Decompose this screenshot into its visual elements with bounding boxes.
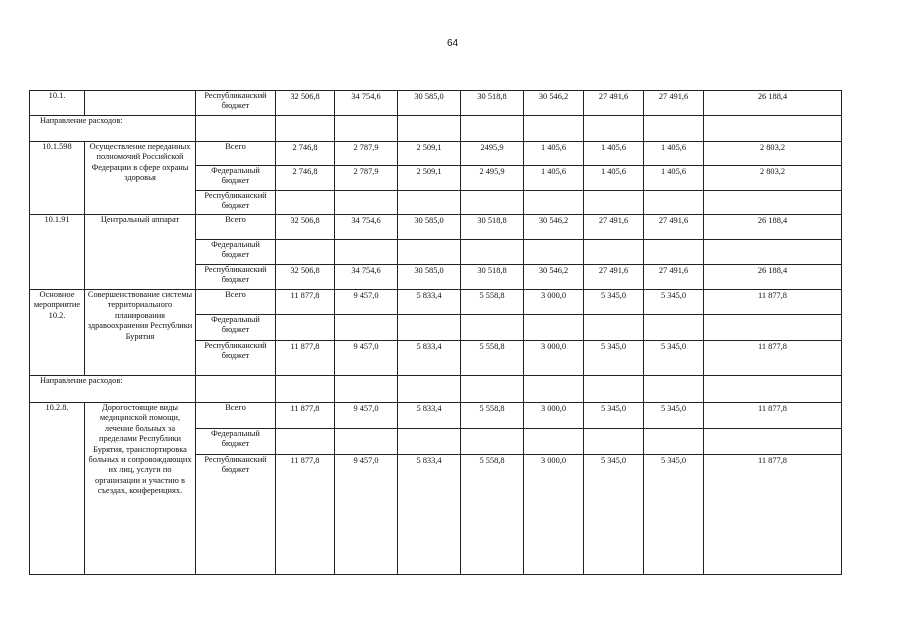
value-cell: 26 188,4 [704,91,842,116]
row-code: 10.1. [30,91,85,116]
value-cell: 5 558,8 [461,403,524,429]
budget-source: Республиканский бюджет [196,455,276,575]
row-name: Осуществление переданных полномочий Российской Федерации в сфере охраны здоровья [85,142,196,215]
value-cell: 5 833,4 [398,341,461,376]
section-label: Направление расходов: [30,376,196,403]
value-cell: 5 833,4 [398,290,461,315]
value-cell: 11 877,8 [276,455,335,575]
row-code: Основное мероприятие 10.2. [30,290,85,376]
row-name [85,91,196,116]
value-cell: 2 509,1 [398,166,461,191]
value-cell: 1 405,6 [524,166,584,191]
value-cell: 30 585,0 [398,215,461,240]
value-cell: 5 345,0 [584,341,644,376]
value-cell: 32 506,8 [276,91,335,116]
budget-source: Республиканский бюджет [196,91,276,116]
value-cell: 30 546,2 [524,265,584,290]
value-cell: 27 491,6 [584,91,644,116]
row-code: 10.1.91 [30,215,85,290]
value-cell: 5 833,4 [398,403,461,429]
row-code: 10.1.598 [30,142,85,215]
budget-source: Республиканский бюджет [196,265,276,290]
table-row [30,215,842,240]
table-row [30,376,842,403]
value-cell: 3 000,0 [524,290,584,315]
value-cell: 27 491,6 [644,265,704,290]
budget-source: Федеральный бюджет [196,315,276,341]
page-number: 64 [446,38,459,49]
value-cell: 5 345,0 [644,290,704,315]
value-cell: 2 803,2 [704,142,842,166]
value-cell: 1 405,6 [584,142,644,166]
row-name: Совершенствование системы территориального планирования здравоохранения Республики Бурятия [85,290,196,376]
table-row [30,290,842,315]
value-cell: 11 877,8 [704,403,842,429]
table-row [30,91,842,116]
row-name: Дорогостоящие виды медицинской помощи, лечение больных за пределами Республики Бурятия, транспортировка больных и сопровождающих их лиц, услуги по организации и участию в съездах, конференциях. [85,403,196,575]
value-cell: 9 457,0 [335,290,398,315]
value-cell: 27 491,6 [644,91,704,116]
value-cell: 2495,9 [461,142,524,166]
budget-source: Всего [196,215,276,240]
value-cell: 26 188,4 [704,215,842,240]
value-cell: 30 585,0 [398,265,461,290]
table-row [30,116,842,142]
value-cell: 27 491,6 [644,215,704,240]
value-cell: 1 405,6 [644,142,704,166]
value-cell: 34 754,6 [335,91,398,116]
value-cell: 9 457,0 [335,455,398,575]
value-cell: 30 585,0 [398,91,461,116]
table-row [30,142,842,166]
row-name: Центральный аппарат [85,215,196,290]
table-row [30,403,842,429]
value-cell: 27 491,6 [584,265,644,290]
value-cell: 3 000,0 [524,341,584,376]
value-cell: 2 787,9 [335,142,398,166]
value-cell: 27 491,6 [584,215,644,240]
value-cell: 5 345,0 [644,341,704,376]
value-cell: 34 754,6 [335,265,398,290]
value-cell: 5 345,0 [584,403,644,429]
budget-source: Всего [196,290,276,315]
budget-table [29,90,842,575]
value-cell: 5 558,8 [461,455,524,575]
budget-source: Федеральный бюджет [196,166,276,191]
value-cell: 5 833,4 [398,455,461,575]
value-cell: 1 405,6 [644,166,704,191]
budget-source: Федеральный бюджет [196,429,276,455]
budget-source: Всего [196,403,276,429]
value-cell: 30 518,8 [461,215,524,240]
budget-source: Всего [196,142,276,166]
value-cell: 30 518,8 [461,265,524,290]
section-label: Направление расходов: [30,116,196,142]
budget-source: Республиканский бюджет [196,191,276,215]
value-cell: 32 506,8 [276,215,335,240]
value-cell: 11 877,8 [704,455,842,575]
value-cell: 11 877,8 [276,341,335,376]
value-cell: 34 754,6 [335,215,398,240]
value-cell: 30 546,2 [524,91,584,116]
value-cell: 9 457,0 [335,341,398,376]
value-cell: 11 877,8 [276,290,335,315]
value-cell: 2 495,9 [461,166,524,191]
value-cell: 3 000,0 [524,403,584,429]
value-cell: 2 803,2 [704,166,842,191]
value-cell: 5 345,0 [644,403,704,429]
value-cell: 32 506,8 [276,265,335,290]
value-cell: 5 558,8 [461,341,524,376]
budget-source: Федеральный бюджет [196,240,276,265]
budget-source: Республиканский бюджет [196,341,276,376]
value-cell: 2 787,9 [335,166,398,191]
value-cell: 5 345,0 [584,455,644,575]
value-cell: 2 746,8 [276,142,335,166]
value-cell: 2 746,8 [276,166,335,191]
value-cell: 3 000,0 [524,455,584,575]
value-cell: 5 558,8 [461,290,524,315]
value-cell: 9 457,0 [335,403,398,429]
value-cell: 1 405,6 [524,142,584,166]
row-code: 10.2.8. [30,403,85,575]
value-cell: 11 877,8 [276,403,335,429]
value-cell: 26 188,4 [704,265,842,290]
value-cell: 2 509,1 [398,142,461,166]
value-cell: 11 877,8 [704,341,842,376]
value-cell: 30 518,8 [461,91,524,116]
value-cell: 1 405,6 [584,166,644,191]
value-cell: 5 345,0 [584,290,644,315]
value-cell: 11 877,8 [704,290,842,315]
value-cell: 30 546,2 [524,215,584,240]
value-cell: 5 345,0 [644,455,704,575]
